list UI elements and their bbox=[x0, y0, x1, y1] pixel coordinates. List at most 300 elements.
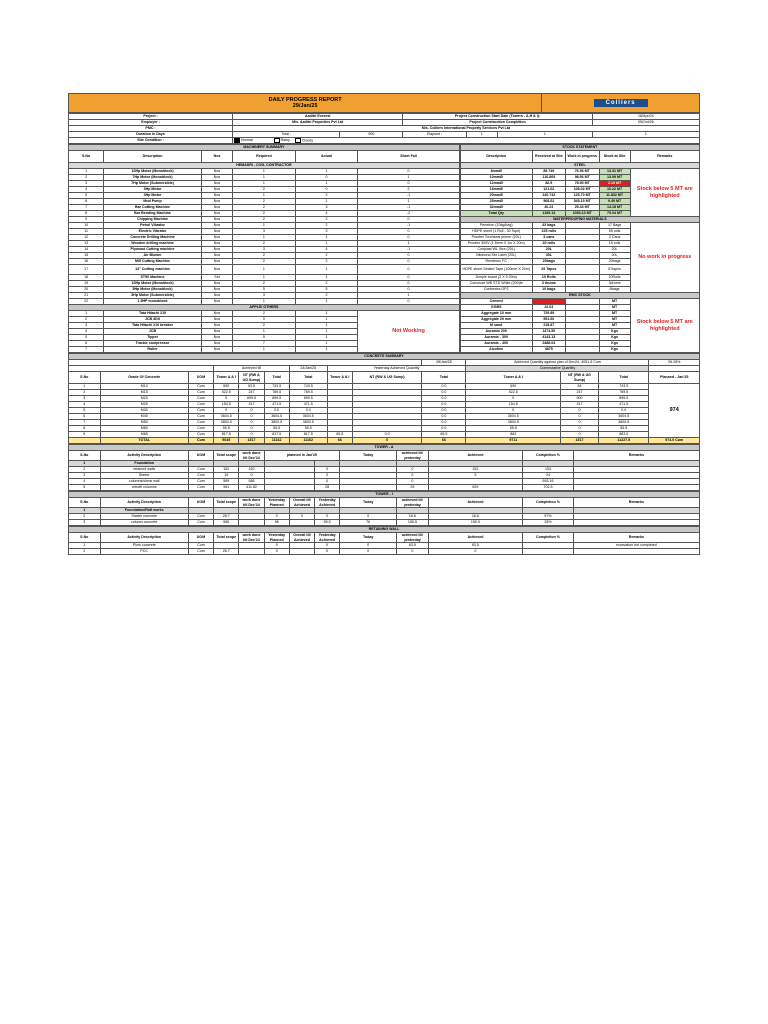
stock-col-description: Description bbox=[460, 151, 532, 163]
machinery-cell-sno: 6 bbox=[69, 199, 104, 205]
machinery-cell-desc: Air Blower bbox=[104, 253, 202, 259]
rmc-cell-desc: M sand bbox=[460, 323, 532, 329]
concrete-cell-2: Cum bbox=[188, 408, 213, 414]
concrete-col-tower2: Tower A & I bbox=[327, 372, 352, 384]
concrete-cell-0: 4 bbox=[69, 402, 101, 408]
concrete-cell-1: M65 bbox=[100, 432, 188, 438]
rmc-cell-desc: Auramix - 300 bbox=[460, 335, 532, 341]
concrete-total-cell-6: 11162 bbox=[289, 438, 327, 444]
steel-cell-desc: 32mmØ bbox=[460, 205, 532, 211]
report-date: 29/Jan/25 bbox=[292, 103, 318, 109]
machinery-cell-sno: 17 bbox=[69, 265, 104, 275]
retaining-wall-table bbox=[68, 526, 700, 555]
concrete-cell-3: 522.5 bbox=[214, 390, 239, 396]
machinery-table bbox=[68, 144, 460, 353]
machinery-cell-shortfall: -1 bbox=[358, 193, 460, 199]
tower-a-cell-8: 29 bbox=[397, 485, 429, 491]
apple-cell-actual: 1 bbox=[295, 311, 358, 317]
machinery-row bbox=[69, 265, 460, 275]
tower-a-cell-0: 2 bbox=[69, 467, 101, 473]
rmc-rows bbox=[460, 299, 699, 353]
yesterday-achieved-label: Yesterday Achieved Quantity bbox=[327, 366, 466, 372]
concrete-total-cell-4: 1517 bbox=[239, 438, 264, 444]
concrete-cell-3: 690 bbox=[214, 384, 239, 390]
normal-checkbox-icon bbox=[234, 138, 240, 143]
concrete-total-cell-12: 11227.5 bbox=[598, 438, 648, 444]
machinery-cell-sno: 2 bbox=[69, 175, 104, 181]
concrete-cell-4: 0 bbox=[239, 414, 264, 420]
rmc-cell-desc: Auramix - 400 bbox=[460, 341, 532, 347]
steel-cell-stock: 10.22 MT bbox=[599, 187, 630, 193]
steel-cell-received: 121.02 bbox=[532, 187, 565, 193]
waterproofing-cell-stock: 17 Bags bbox=[599, 223, 630, 229]
concrete-cell-3: 0 bbox=[214, 408, 239, 414]
concrete-cell-10: 55.5 bbox=[466, 426, 561, 432]
waterproofing-cell-desc: Conbextra GP2 bbox=[460, 287, 532, 293]
tower-a-cell-11 bbox=[573, 485, 699, 491]
stock-col-remarks: Remarks bbox=[630, 151, 699, 163]
project-label: Project : bbox=[69, 114, 233, 120]
concrete-cell-0: 7 bbox=[69, 420, 101, 426]
concrete-col-total4: Total bbox=[598, 372, 648, 384]
tower-i-cell-7: 0 bbox=[315, 514, 340, 520]
tower-i-cell-5: 58 bbox=[264, 520, 289, 526]
concrete-cell-2: Cum bbox=[188, 402, 213, 408]
machinery-cell-shortfall: 0 bbox=[358, 281, 460, 287]
rw-col-overall: Overall till Achieved bbox=[289, 533, 314, 543]
tower-a-cell-2: Cum bbox=[188, 467, 213, 473]
concrete-cell-7: 65.5 bbox=[327, 432, 352, 438]
machinery-cell-shortfall: 0 bbox=[358, 169, 460, 175]
rmc-remark: Stock below 5 MT are highlighted bbox=[630, 299, 699, 353]
concrete-total-cell-11: 1517 bbox=[561, 438, 599, 444]
concrete-cell-10: 3800.5 bbox=[466, 420, 561, 426]
steel-cell-received: 40.24 bbox=[532, 205, 565, 211]
waterproofing-cell-received: 10 bags bbox=[532, 287, 565, 293]
machinery-cell-required: 2 bbox=[233, 199, 296, 205]
machinery-cell-desc: Plywood Cutting machine bbox=[104, 247, 202, 253]
apple-cell-actual: 1 bbox=[295, 329, 358, 335]
ti-col-achieved-till: achieved till yesterday bbox=[397, 498, 429, 508]
tower-a-cell-4: 411.82 bbox=[239, 485, 264, 491]
concrete-cell-9: 0.0 bbox=[422, 396, 466, 402]
machinery-cell-actual: 1 bbox=[295, 169, 358, 175]
rmc-cell-received: 22.03 bbox=[532, 305, 565, 311]
waterproofing-cell-received: 20 rolls bbox=[532, 241, 565, 247]
tower-i-title: TOWER - I bbox=[69, 492, 700, 498]
steel-cell-desc: 16mmØ bbox=[460, 187, 532, 193]
tower-i-cell-3: 585 bbox=[214, 520, 239, 526]
tower-a-cell-10: 702.5 bbox=[523, 485, 573, 491]
waterproofing-cell-received: 29 Tapes bbox=[532, 265, 565, 275]
tower-i-cell-1: column concrete bbox=[100, 520, 188, 526]
steel-cell-progress: 1053.10 MT bbox=[566, 211, 599, 217]
rw-col-sno: S.No bbox=[69, 533, 101, 543]
retaining-wall-cell-0: 2 bbox=[69, 549, 101, 555]
apple-cell-nos: Nos bbox=[201, 323, 232, 329]
machinery-block bbox=[68, 144, 460, 353]
machinery-cell-desc: Bar Cutting Machine bbox=[104, 205, 202, 211]
col-nos: Nos bbox=[201, 151, 232, 163]
machinery-cell-nos: Nos bbox=[201, 175, 232, 181]
rmc-cell-desc: Cement bbox=[460, 299, 532, 305]
concrete-total-cell-8: 0 bbox=[352, 438, 421, 444]
machinery-cell-required: 3 bbox=[233, 229, 296, 235]
machinery-cell-desc: 3Hp Motor (Submersible) bbox=[104, 293, 202, 299]
concrete-cell-10: 883 bbox=[466, 432, 561, 438]
duration-label: Duration in Days bbox=[69, 132, 233, 138]
concrete-cell-5: 743.5 bbox=[264, 384, 289, 390]
waterproofing-cell-desc: Nitobond Sbr Latex (20L) bbox=[460, 253, 532, 259]
concrete-cell-6: 0.0 bbox=[289, 408, 327, 414]
stock-col-stock: Stock at Site bbox=[599, 151, 630, 163]
machinery-cell-sno: 9 bbox=[69, 217, 104, 223]
concrete-cell-0: 1 bbox=[69, 384, 101, 390]
tower-a-cell-1: retrofit columns bbox=[100, 485, 188, 491]
machinery-cell-shortfall: 0 bbox=[358, 235, 460, 241]
concrete-cell-9: 0.0 bbox=[422, 420, 466, 426]
machinery-cell-actual: 1 bbox=[295, 265, 358, 275]
tower-a-cell-1: Foundation bbox=[100, 461, 188, 467]
waterproofing-cell-received: 3 cans bbox=[532, 235, 565, 241]
concrete-cell-4: 53.5 bbox=[239, 384, 264, 390]
machinery-cell-actual: 1 bbox=[295, 199, 358, 205]
rmc-cell-desc: Aggregate 10 mm bbox=[460, 311, 532, 317]
machinery-stock-row bbox=[68, 144, 700, 353]
machinery-cell-nos: Nos bbox=[201, 187, 232, 193]
retaining-wall-cell-12 bbox=[573, 549, 699, 555]
retaining-wall-cell-8: 0 bbox=[340, 549, 397, 555]
concrete-cell-12: 743.5 bbox=[598, 384, 648, 390]
concrete-cell-0: 6 bbox=[69, 414, 101, 420]
machinery-cell-sno: 8 bbox=[69, 211, 104, 217]
concrete-cell-10: 690 bbox=[466, 384, 561, 390]
concrete-total-row bbox=[69, 438, 700, 444]
tower-a-title: TOWER - A bbox=[69, 445, 700, 451]
machinery-cell-nos: Set bbox=[201, 275, 232, 281]
ta-col-planned-jan: planned in Jan'25 bbox=[264, 451, 340, 461]
concrete-cell-2: Cum bbox=[188, 414, 213, 420]
steel-cell-progress: 25.43 MT bbox=[566, 205, 599, 211]
machinery-cell-actual: 3 bbox=[295, 229, 358, 235]
concrete-rows bbox=[69, 384, 700, 444]
machinery-cell-desc: 10Hp Motor (Monoblock) bbox=[104, 281, 202, 287]
machinery-cell-nos: Nos bbox=[201, 169, 232, 175]
machinery-cell-nos: Nos bbox=[201, 193, 232, 199]
rmc-cell-received: 215.87 bbox=[532, 323, 565, 329]
concrete-cell-5: 899.5 bbox=[264, 396, 289, 402]
concrete-cell-1: M40 bbox=[100, 414, 188, 420]
machinery-cell-shortfall: -1 bbox=[358, 247, 460, 253]
cumulative-label: Cummulative Quantity bbox=[466, 366, 649, 372]
apple-cell-nos: Nos bbox=[201, 335, 232, 341]
apple-cell-required: 2 bbox=[233, 323, 296, 329]
machinery-cell-shortfall: 0 bbox=[358, 299, 460, 305]
steel-cell-stock: 79.04 MT bbox=[599, 211, 630, 217]
concrete-cell-11: 900 bbox=[561, 396, 599, 402]
steel-cell-progress: 76.56 MT bbox=[566, 169, 599, 175]
retaining-wall-cell-7: 0 bbox=[315, 549, 340, 555]
concrete-cell-12: 899.5 bbox=[598, 396, 648, 402]
concrete-cell-4: 0 bbox=[239, 432, 264, 438]
steel-title: STEEL bbox=[460, 163, 699, 169]
retaining-wall-cell-7: 0 bbox=[315, 543, 340, 549]
retaining-wall-row bbox=[69, 549, 700, 555]
retaining-wall-cell-6 bbox=[289, 549, 314, 555]
machinery-cell-required: 1 bbox=[233, 193, 296, 199]
retaining-wall-cell-3: 26.7 bbox=[214, 549, 239, 555]
rmc-stock-title: RMC STOCK bbox=[460, 293, 699, 299]
apple-others-title: APPLE/ OTHERS bbox=[69, 305, 460, 311]
concrete-cell-1: M25 bbox=[100, 402, 188, 408]
machinery-cell-shortfall: 1 bbox=[358, 241, 460, 247]
tower-i-cell-3: 28.7 bbox=[214, 514, 239, 520]
tower-a-cell-6: 0 bbox=[315, 473, 340, 479]
machinery-cell-sno: 13 bbox=[69, 241, 104, 247]
ti-col-scope: Total scope bbox=[214, 498, 239, 508]
waterproofing-cell-stock: 2 Cans bbox=[599, 235, 630, 241]
rainy-label: Rainy bbox=[280, 138, 290, 143]
concrete-cell-2: Cum bbox=[188, 390, 213, 396]
rw-col-uom: UOM bbox=[188, 533, 213, 543]
machinery-cell-required: 1 bbox=[233, 169, 296, 175]
total-label: Total : bbox=[233, 132, 340, 138]
tower-i-cell-10: 155.5 bbox=[428, 520, 523, 526]
elapsed-value: 1 bbox=[466, 132, 498, 138]
concrete-cell-2: Cum bbox=[188, 426, 213, 432]
waterproofing-cell-desc: Penetron (10kg/bag) bbox=[460, 223, 532, 229]
machinery-cell-actual: 0 bbox=[295, 187, 358, 193]
concrete-cell-4: 0 bbox=[239, 408, 264, 414]
waterproofing-cell-desc: Proofex Torchseal primer (20L) bbox=[460, 235, 532, 241]
machinery-cell-desc: Wooden drilling machine bbox=[104, 241, 202, 247]
machinery-cell-sno: 5 bbox=[69, 193, 104, 199]
concrete-cell-10: 0 bbox=[466, 408, 561, 414]
machinery-cell-sno: 20 bbox=[69, 287, 104, 293]
ti-col-today: Today bbox=[340, 498, 397, 508]
tower-i-cell-12 bbox=[573, 520, 699, 526]
concrete-cell-12: 55.5 bbox=[598, 426, 648, 432]
machinery-cell-shortfall: 0 bbox=[358, 181, 460, 187]
site-condition-label: Site Condition : bbox=[69, 138, 233, 144]
machinery-cell-nos: Nos bbox=[201, 299, 232, 305]
machinery-cell-required: 1 bbox=[233, 265, 296, 275]
steel-cell-stock: 11.832 MT bbox=[599, 193, 630, 199]
ta-col-today: Today bbox=[340, 451, 397, 461]
tower-a-cell-1: Starter bbox=[100, 473, 188, 479]
concrete-cell-1: M10 bbox=[100, 384, 188, 390]
machinery-cell-shortfall: 0 bbox=[358, 229, 460, 235]
rw-col-remarks: Remarks bbox=[573, 533, 699, 543]
waterproofing-cell-stock: 20bags bbox=[599, 259, 630, 265]
concrete-cell-2: Cum bbox=[188, 420, 213, 426]
machinery-cell-actual: 3 bbox=[295, 205, 358, 211]
machinery-cell-required: 1 bbox=[233, 181, 296, 187]
concrete-percent: 26.28% bbox=[649, 360, 700, 366]
waterproofing-cell-desc: Renderoc FC bbox=[460, 259, 532, 265]
concrete-cell-11: 247 bbox=[561, 390, 599, 396]
tower-i-cell-5: 0 bbox=[264, 514, 289, 520]
steel-cell-progress: 98.56 MT bbox=[566, 175, 599, 181]
concrete-cell-1: M15 bbox=[100, 390, 188, 396]
rw-col-completion: Completion % bbox=[523, 533, 573, 543]
apple-cell-desc: Tata Hitachi 210 breaker bbox=[104, 323, 202, 329]
apple-cell-required: 0 bbox=[233, 317, 296, 323]
machinery-cell-sno: 12 bbox=[69, 235, 104, 241]
machinery-cell-actual: 1 bbox=[295, 275, 358, 281]
apple-cell-desc: Tractor compressor bbox=[104, 341, 202, 347]
apple-rows bbox=[69, 311, 460, 353]
apple-cell-actual: 1 bbox=[295, 347, 358, 353]
machinery-cell-desc: 7Hp Motor (Monoblock) bbox=[104, 175, 202, 181]
concrete-col-total2: Total bbox=[289, 372, 327, 384]
concrete-cell-5: 817.5 bbox=[264, 432, 289, 438]
tower-a-cell-9: 5 bbox=[428, 473, 523, 479]
tower-i-cell-8: 0 bbox=[340, 514, 397, 520]
waterproofing-cell-stock: 8bags bbox=[599, 287, 630, 293]
apple-cell-nos: Nos bbox=[201, 329, 232, 335]
tower-i-cell-1: Starter concrete bbox=[100, 514, 188, 520]
ta-col-activity: Activity Description bbox=[100, 451, 188, 461]
tower-a-cell-3: 152 bbox=[214, 467, 239, 473]
site-condition-options bbox=[233, 138, 700, 144]
concrete-total-cell-7: 66 bbox=[327, 438, 352, 444]
retaining-wall-cell-2: Cum bbox=[188, 543, 213, 549]
steel-cell-received: 82.9 bbox=[532, 181, 565, 187]
waterproofing-cell-received: 3 drums bbox=[532, 281, 565, 287]
concrete-cell-5: 55.5 bbox=[264, 426, 289, 432]
apple-cell-required: 1 bbox=[233, 347, 296, 353]
ti-col-workdone: work done till Dec'24 bbox=[239, 498, 264, 508]
concrete-col-nt: NT (RW & UG Sump) bbox=[239, 372, 264, 384]
rmc-cell-received: 2488.04 bbox=[532, 341, 565, 347]
machinery-cell-desc: Mud Pump bbox=[104, 199, 202, 205]
rmc-cell-desc: Auramix 200 bbox=[460, 329, 532, 335]
concrete-cell-11: 54 bbox=[561, 384, 599, 390]
machinery-cell-nos: Nos bbox=[201, 293, 232, 299]
machinery-cell-required: 2 bbox=[233, 281, 296, 287]
machinery-cell-nos: Nos bbox=[201, 287, 232, 293]
machinery-cell-desc: Electric Vibrator bbox=[104, 229, 202, 235]
concrete-achieved-label: Achieved Quantity against plan of Dec24- 4051.5 Cum bbox=[466, 360, 649, 366]
rw-col-achieved-till: achieved till yesterday bbox=[397, 533, 429, 543]
waterproofing-cell-desc: Conplast WL Xtra (20L) bbox=[460, 247, 532, 253]
machinery-cell-actual: 2 bbox=[295, 293, 358, 299]
rmc-cell-desc: Alcofine bbox=[460, 347, 532, 353]
concrete-cell-6: 769.5 bbox=[289, 390, 327, 396]
retaining-wall-rows bbox=[69, 543, 700, 555]
concrete-cell-11: 0 bbox=[561, 420, 599, 426]
total-value: 900 bbox=[340, 132, 403, 138]
machinery-cell-actual: 1 bbox=[295, 241, 358, 247]
retaining-wall-cell-2: Cum bbox=[188, 549, 213, 555]
tower-a-cell-8: 0 bbox=[397, 467, 429, 473]
concrete-col-sno: S.No bbox=[69, 372, 101, 384]
tower-a-cell-8: 0 bbox=[397, 479, 429, 485]
concrete-cell-12: 769.5 bbox=[598, 390, 648, 396]
concrete-cell-5: 471.5 bbox=[264, 402, 289, 408]
tower-a-cell-6: 0 bbox=[315, 479, 340, 485]
apple-cell-sno: 1 bbox=[69, 311, 104, 317]
waterproofing-cell-desc: HDPE sheet (1 Roll - 30 Sqm) bbox=[460, 229, 532, 235]
concrete-col-total: Total bbox=[264, 372, 289, 384]
waterproofing-cell-received: 20bags bbox=[532, 259, 565, 265]
machinery-cell-actual: 2 bbox=[295, 281, 358, 287]
tower-a-cell-9: 629 bbox=[428, 485, 523, 491]
machinery-cell-nos: Nos bbox=[201, 199, 232, 205]
tower-a-cell-0: 4 bbox=[69, 479, 101, 485]
concrete-cell-2: Cum bbox=[188, 396, 213, 402]
waterproofing-cell-received: 40L bbox=[532, 253, 565, 259]
tower-i-cell-9: 155.5 bbox=[397, 520, 429, 526]
apple-cell-required: 1 bbox=[233, 329, 296, 335]
concrete-cell-5: 0.0 bbox=[264, 408, 289, 414]
machinery-cell-nos: Nos bbox=[201, 265, 232, 275]
concrete-cell-4: 0 bbox=[239, 420, 264, 426]
machinery-cell-desc: 1.5HP monoblock bbox=[104, 299, 202, 305]
machinery-cell-desc: 7Hp Motor (Submersible) bbox=[104, 181, 202, 187]
stock-block bbox=[460, 144, 700, 353]
ta-col-achieved: Achieved bbox=[428, 451, 523, 461]
duration-col1: 1 bbox=[498, 132, 593, 138]
machinery-cell-required: 1 bbox=[233, 175, 296, 181]
ti-col-yesterday-achieved: Yesterday Achieved bbox=[315, 498, 340, 508]
concrete-cell-12: 0.0 bbox=[598, 408, 648, 414]
rw-col-activity: Activity Description bbox=[100, 533, 188, 543]
rw-col-yesterday-achieved: Yesterday Achieved bbox=[315, 533, 340, 543]
machinery-cell-shortfall: 1 bbox=[358, 199, 460, 205]
retaining-wall-cell-9: 63.5 bbox=[397, 543, 429, 549]
machinery-cell-desc: Concrete Drilling Machine bbox=[104, 235, 202, 241]
waterproofing-cell-received: 225 rolls bbox=[532, 229, 565, 235]
machinery-cell-required: 1 bbox=[233, 299, 296, 305]
machinery-cell-nos: Nos bbox=[201, 229, 232, 235]
concrete-cell-11: 317 bbox=[561, 402, 599, 408]
machinery-cell-required: 2 bbox=[233, 205, 296, 211]
machinery-cell-desc: 3Hp Motor bbox=[104, 187, 202, 193]
retaining-wall-cell-8: 0 bbox=[340, 543, 397, 549]
completion-label: Project Construction Completion bbox=[403, 120, 592, 126]
apple-cell-sno: 6 bbox=[69, 341, 104, 347]
rmc-cell-stock: Kgs bbox=[599, 335, 630, 341]
colliers-logo: Colliers bbox=[594, 99, 648, 107]
stock-table bbox=[460, 144, 700, 353]
tower-a-cell-3: 589 bbox=[214, 479, 239, 485]
ta-col-remarks: Remarks bbox=[573, 451, 699, 461]
concrete-cell-4: 317 bbox=[239, 402, 264, 408]
concrete-cell-3: 154.5 bbox=[214, 402, 239, 408]
stock-col-progress: Work in progress bbox=[566, 151, 599, 163]
tower-i-cell-9: 18.6 bbox=[397, 514, 429, 520]
tower-a-cell-1: columns/shear wall bbox=[100, 479, 188, 485]
col-shortfall: Short Fall bbox=[358, 151, 460, 163]
machinery-cell-shortfall: 0 bbox=[358, 253, 460, 259]
tower-i-cell-6 bbox=[289, 520, 314, 526]
tower-i-cell-11: 28% bbox=[523, 520, 573, 526]
machinery-cell-actual: 2 bbox=[295, 253, 358, 259]
concrete-total-cell-0 bbox=[69, 438, 101, 444]
apple-cell-desc: Tata Hitachi 210 bbox=[104, 311, 202, 317]
apple-cell-nos: Nos bbox=[201, 317, 232, 323]
steel-remark: Stock below 5 MT are highlighted bbox=[630, 169, 699, 217]
waterproofing-cell-received: 43 bags bbox=[532, 223, 565, 229]
machinery-cell-shortfall: -1 bbox=[358, 223, 460, 229]
apple-cell-required: 2 bbox=[233, 311, 296, 317]
rmc-cell-stock: MT bbox=[599, 311, 630, 317]
rmc-cell-stock: Kgs bbox=[599, 347, 630, 353]
concrete-cell-9: 65.5 bbox=[422, 432, 466, 438]
machinery-cell-required: 1 bbox=[233, 235, 296, 241]
